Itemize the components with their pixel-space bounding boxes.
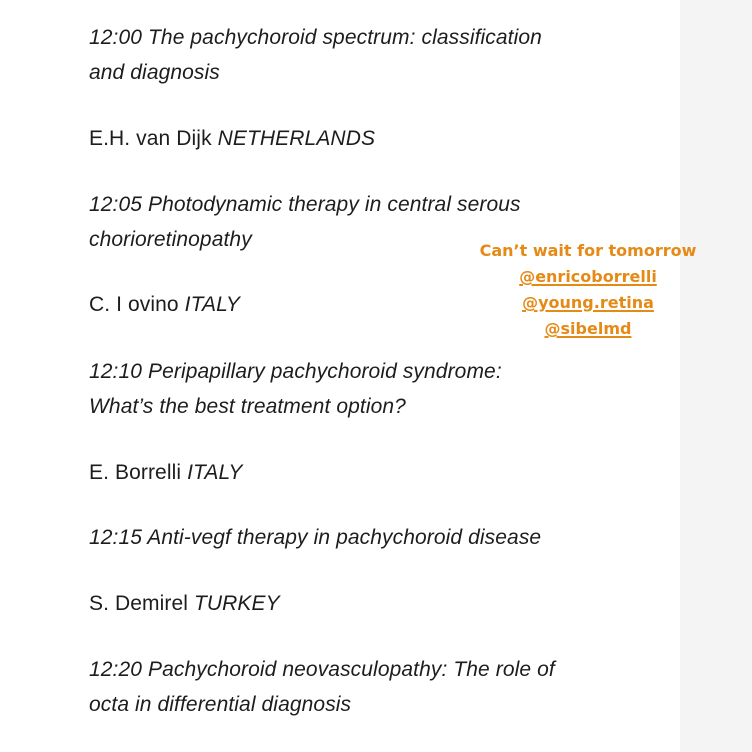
mention-link[interactable]: @sibelmd <box>544 319 632 338</box>
session-title: 12:20 Pachychoroid neovasculopathy: The role of <box>89 658 555 681</box>
session-title: 12:00 The pachychoroid spectrum: classification <box>89 26 542 49</box>
story-text-sticker <box>463 238 713 342</box>
speaker-country: NETHERLANDS <box>217 127 376 150</box>
speaker-name: S. Demirel <box>89 592 189 615</box>
session-title-cont: chorioretinopathy <box>89 228 252 251</box>
speaker-line <box>89 122 375 156</box>
speaker-name: E.H. van Dijk <box>89 127 212 150</box>
sticker-caption: Can’t wait for tomorrow <box>479 241 697 260</box>
session-title-cont: octa in differential diagnosis <box>89 693 352 716</box>
speaker-country: ITALY <box>187 461 243 484</box>
speaker-country: TURKEY <box>193 592 280 615</box>
speaker-country: ITALY <box>184 293 241 316</box>
mention-link[interactable]: @young.retina <box>522 293 654 312</box>
session-title: 12:10 Peripapillary pachychoroid syndrome: <box>89 360 502 383</box>
speaker-line <box>89 288 240 322</box>
speaker-line <box>89 587 280 621</box>
speaker-name: E. Borrelli <box>89 461 182 484</box>
mention-link[interactable]: @enricoborrelli <box>519 267 657 286</box>
session-title: 12:05 Photodynamic therapy in central serous <box>89 193 521 216</box>
speaker-name: C. I ovino <box>89 293 179 316</box>
session-title-cont: What’s the best treatment option? <box>89 395 406 418</box>
session-title-cont: and diagnosis <box>89 61 220 84</box>
speaker-line <box>89 456 242 490</box>
session-title: 12:15 Anti-vegf therapy in pachychoroid disease <box>89 526 542 549</box>
